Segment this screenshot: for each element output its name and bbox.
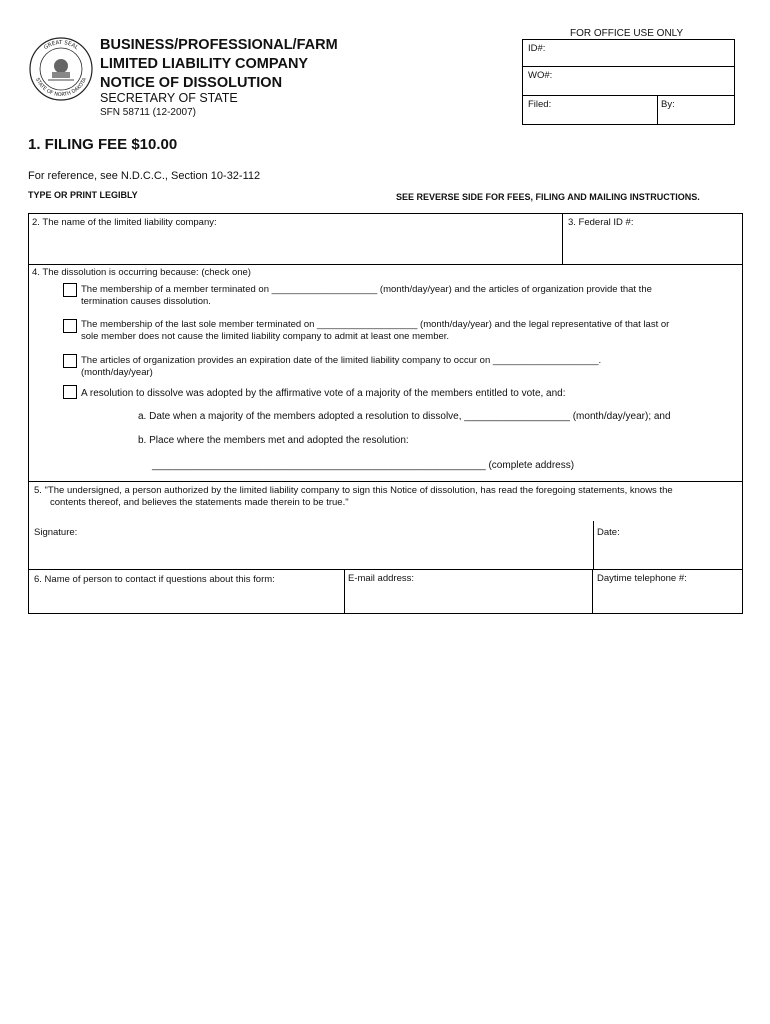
state-seal-icon	[28, 36, 94, 102]
option2-checkbox[interactable]	[63, 319, 77, 333]
svg-text:STATE OF NORTH DAKOTA: STATE OF NORTH DAKOTA	[33, 77, 89, 99]
statute-reference: For reference, see N.D.C.C., Section 10-32-112	[28, 170, 261, 182]
filing-fee-heading: 1. FILING FEE $10.00	[28, 136, 178, 153]
option3-checkbox[interactable]	[63, 354, 77, 368]
id-label: ID#:	[528, 43, 546, 54]
filed-label: Filed:	[528, 99, 552, 110]
llc-name-label: 2. The name of the limited liability company:	[32, 217, 217, 228]
option1-line1: The membership of a member terminated on ____________________ (month/day/year) and the articles of organization provide that the	[81, 284, 652, 295]
form-title: BUSINESS/PROFESSIONAL/FARM LIMITED LIABILITY COMPANY NOTICE OF DISSOLUTION	[100, 37, 338, 91]
option2-line1: The membership of the last sole member terminated on ___________________ (month/day/year) and the legal representative of that last or	[81, 319, 670, 330]
instructions-note: SEE REVERSE SIDE FOR FEES, FILING AND MAILING INSTRUCTIONS.	[396, 192, 700, 202]
svg-text:GREAT SEAL: GREAT SEAL	[43, 39, 80, 52]
form-number: SFN 58711 (12-2007)	[100, 107, 196, 118]
option2-line2: sole member does not cause the limited liability company to admit at least one member.	[81, 331, 450, 342]
option1-checkbox[interactable]	[63, 283, 77, 297]
option4-address-line: ____________________________________________________________ (complete address)	[152, 460, 575, 471]
office-use-box	[522, 39, 735, 125]
wo-label: WO#:	[528, 70, 553, 81]
certification-line1: 5. "The undersigned, a person authorized by the limited liability company to sign this Notice of dissolution, has read the foregoing statements, knows the	[34, 485, 673, 496]
option1-line2: termination causes dissolution.	[81, 296, 211, 307]
option4-sub-b: b. Place where the members met and adopted the resolution:	[138, 435, 409, 446]
dissolution-reason-label: 4. The dissolution is occurring because: (check one)	[32, 267, 251, 278]
certification-line2: contents thereof, and believes the statements made therein to be true."	[50, 497, 349, 508]
option3-line1: The articles of organization provides an expiration date of the limited liability company to occur on ____________________.	[81, 355, 602, 366]
by-label: By:	[661, 99, 675, 110]
option4-line1: A resolution to dissolve was adopted by the affirmative vote of a majority of the members entitled to vote, and:	[81, 388, 566, 399]
contact-name-label: 6. Name of person to contact if questions about this form:	[34, 574, 275, 585]
phone-label: Daytime telephone #:	[597, 573, 687, 584]
type-legibly-note: TYPE OR PRINT LEGIBLY	[28, 190, 138, 200]
department-name: SECRETARY OF STATE	[100, 91, 238, 105]
option3-line2: (month/day/year)	[81, 367, 153, 378]
email-label: E-mail address:	[348, 573, 414, 584]
federal-id-label: 3. Federal ID #:	[568, 217, 634, 228]
option4-checkbox[interactable]	[63, 385, 77, 399]
office-use-label: FOR OFFICE USE ONLY	[570, 28, 684, 39]
signature-label: Signature:	[34, 527, 78, 538]
option4-sub-a: a. Date when a majority of the members adopted a resolution to dissolve, ___________________ (month/day/year); and	[138, 411, 671, 422]
form-body	[28, 213, 743, 614]
date-label: Date:	[597, 527, 620, 538]
